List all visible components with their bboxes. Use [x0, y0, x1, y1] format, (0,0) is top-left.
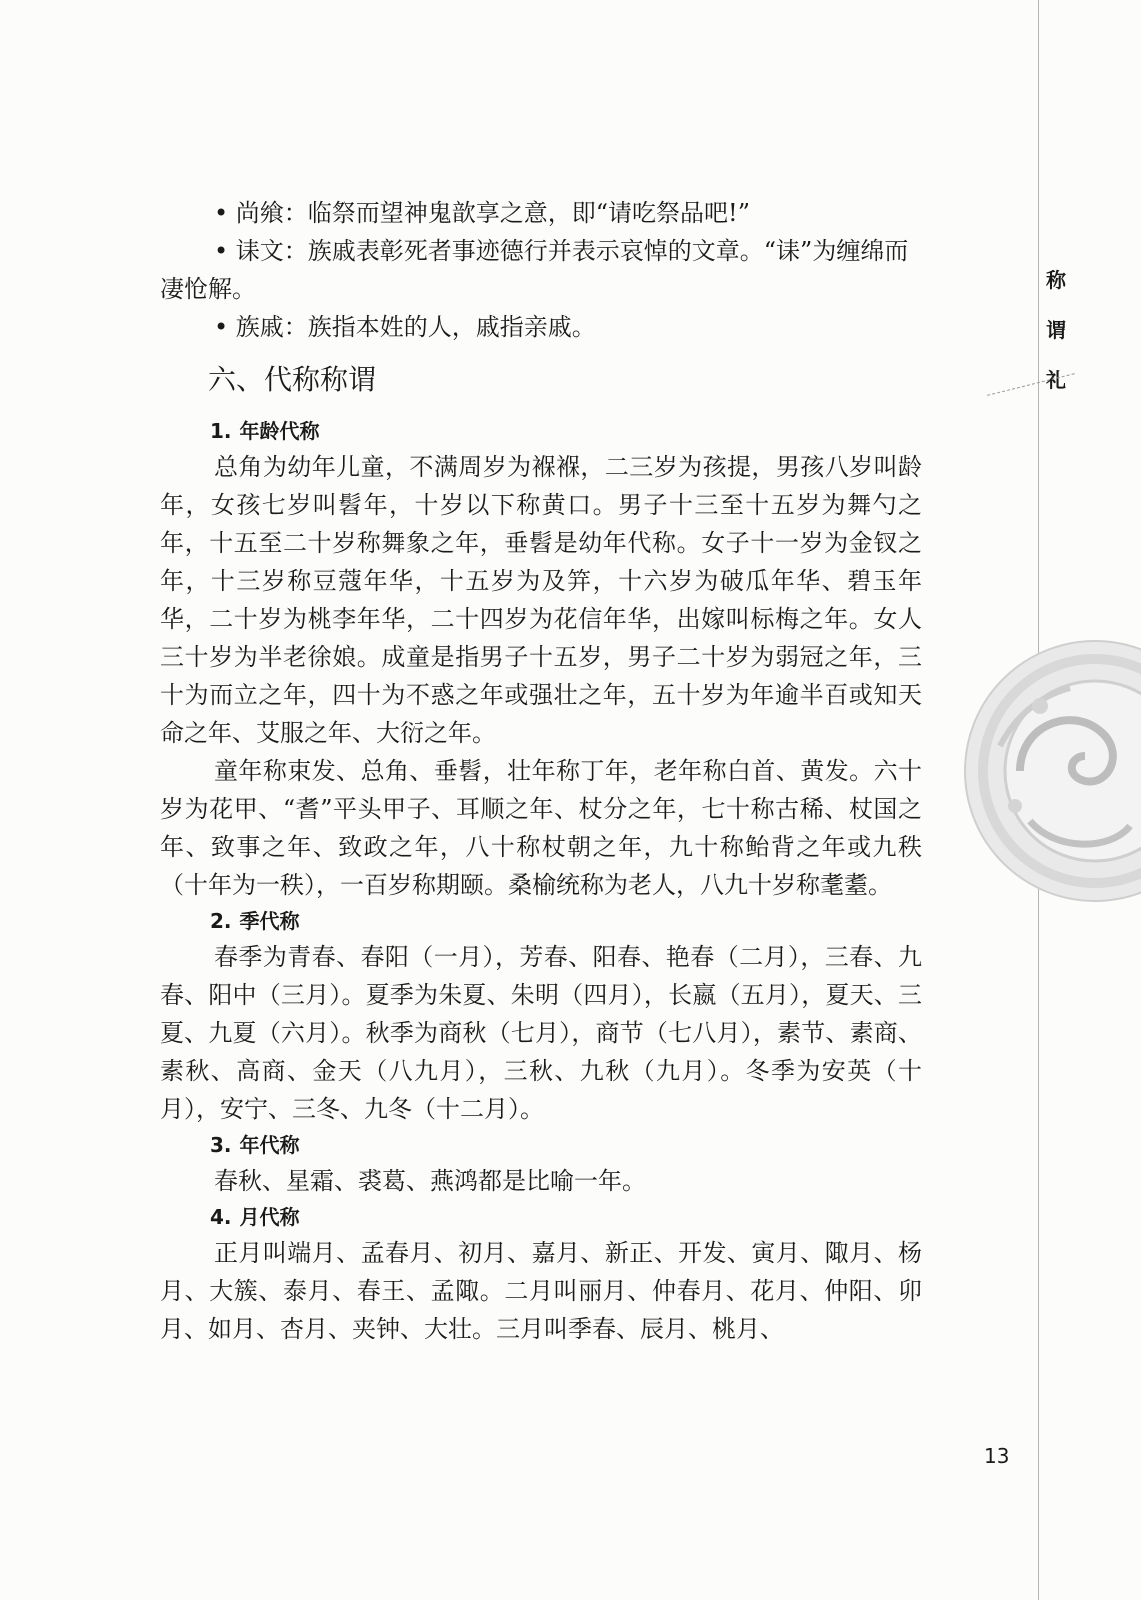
paragraph: 童年称束发、总角、垂髫，壮年称丁年，老年称白首、黄发。六十岁为花甲、“耆”平头甲子、耳顺之年、杖分之年，七十称古稀、杖国之年、致事之年、致政之年，八十称杖朝之年，九十称鲐背之年或九秩（十年为一秩），一百岁称期颐。桑榆统称为老人，八九十岁称耄耋。 — [160, 757, 922, 899]
subsection-year — [160, 1128, 922, 1200]
bullet-item: • 诔文：族戚表彰死者事迹德行并表示哀悼的文章。“诔”为缠绵而凄怆解。 — [160, 237, 909, 303]
paragraph: 春秋、星霜、裘葛、燕鸿都是比喻一年。 — [214, 1167, 646, 1195]
subsection-title: 年代称 — [239, 1133, 300, 1157]
subsection-heading — [210, 904, 922, 938]
subsection-month — [160, 1200, 922, 1348]
bullet-item: • 族戚：族指本姓的人，戚指亲戚。 — [214, 313, 596, 341]
subsection-title: 季代称 — [239, 909, 300, 933]
subsection-heading — [210, 1128, 922, 1162]
subsection-season — [160, 904, 922, 1128]
subsection-heading — [210, 414, 922, 448]
side-tab-char: 称 — [1046, 268, 1066, 292]
section-title: 六、代称称谓 — [208, 363, 377, 396]
subsection-title: 年龄代称 — [239, 419, 320, 443]
main-text — [160, 194, 922, 1348]
subsection-age — [160, 414, 922, 904]
subsection-title: 月代称 — [239, 1205, 300, 1229]
side-tab-char: 礼 — [1046, 368, 1066, 392]
paragraph: 春季为青春、春阳（一月），芳春、阳春、艳春（二月），三春、九春、阳中（三月）。夏季为朱夏、朱明（四月），长嬴（五月），夏天、三夏、九夏（六月）。秋季为商秋（七月），商节（七八月），素节、素商、素秋、高商、金天（八九月），三秋、九秋（九月）。冬季为安英（十月），安宁、三冬、九冬（十二月）。 — [160, 943, 922, 1123]
subsection-number: 4. — [210, 1205, 232, 1229]
paragraph: 正月叫端月、孟春月、初月、嘉月、新正、开发、寅月、陬月、杨月、大簇、泰月、春王、孟陬。二月叫丽月、仲春月、花月、仲阳、卯月、如月、杏月、夹钟、大壮。三月叫季春、辰月、桃月、 — [160, 1239, 922, 1343]
side-tab-char: 谓 — [1046, 318, 1066, 342]
paragraph: 总角为幼年儿童，不满周岁为褓褓，二三岁为孩提，男孩八岁叫龄年，女孩七岁叫髫年，十岁以下称黄口。男子十三至十五岁为舞勺之年，十五至二十岁称舞象之年，垂髫是幼年代称。女子十一岁为金钗之年，十三岁称豆蔻年华，十五岁为及笄，十六岁为破瓜年华、碧玉年华，二十岁为桃李年华，二十四岁为花信年华，出嫁叫标梅之年。女人三十岁为半老徐娘。成童是指男子十五岁，男子二十岁为弱冠之年，三十为而立之年，四十为不惑之年或强壮之年，五十岁为年逾半百或知天命之年、艾服之年、大衍之年。 — [160, 453, 922, 747]
subsection-number: 3. — [210, 1133, 232, 1157]
subsection-heading — [210, 1200, 922, 1234]
decorative-medallion — [960, 636, 1141, 906]
subsection-number: 1. — [210, 419, 232, 443]
bullet-item: • 尚飨：临祭而望神鬼歆享之意，即“请吃祭品吧!” — [214, 199, 750, 227]
subsection-number: 2. — [210, 909, 232, 933]
page-number: 13 — [984, 1444, 1010, 1468]
